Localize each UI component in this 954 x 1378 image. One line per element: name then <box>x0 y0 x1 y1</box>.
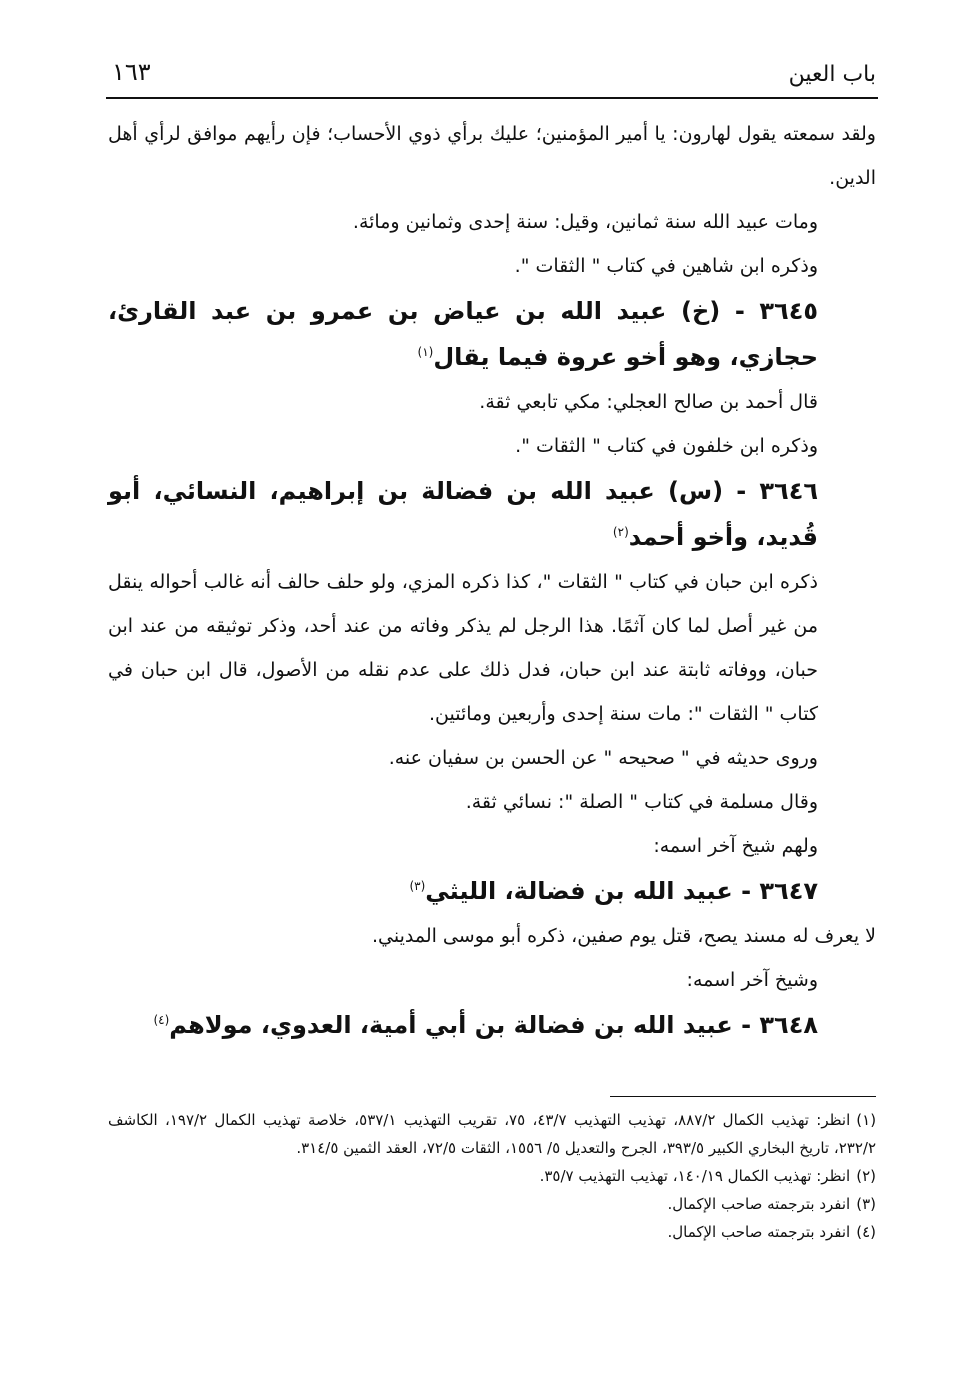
footnote-ref: (٣) <box>409 879 426 893</box>
footnote-text: انفرد بترجمته صاحب الإكمال. <box>667 1223 851 1241</box>
paragraph: لا يعرف له مسند يصح، قتل يوم صفين، ذكره أبو موسى المديني. <box>371 925 876 947</box>
page-header <box>106 54 876 98</box>
paragraph: وقال مسلمة في كتاب " الصلة ": نسائي ثقة. <box>465 791 818 813</box>
footnote-ref: (١) <box>417 345 434 359</box>
page-number: ١٦٣ <box>112 58 151 86</box>
header-rule <box>106 97 878 99</box>
footnote-text: انظر: تهذيب الكمال ١٤٠/١٩، تهذيب التهذيب ٣٥/٧. <box>539 1167 851 1185</box>
chapter-title: باب العين <box>788 62 876 87</box>
footnote-text: انظر: تهذيب الكمال ٨٨٧/٢، تهذيب التهذيب ٤٣/٧، ٧٥، تقريب التهذيب ٥٣٧/١، خلاصة تهذيب الكمال ١٩٧/٢، الكاشف ٢٣٢/٢، تاريخ البخاري الكبير ٣٩٣/٥، الجرح والتعديل ٥/ ١٥٥٦، الثقات ٧٢/٥، العقد الثمين ٣١٤/٥. <box>108 1111 876 1157</box>
entry-heading-3648 <box>108 1002 876 1048</box>
paragraph: ذكره ابن حبان في كتاب " الثقات "، كذا ذكره المزي، ولو حلف حالف أنه غالب أحواله ينقل من غير أصل لما كان آثمًا. هذا الرجل لم يذكر وفاته من عند أحد، وذكر توثيقه من عند ابن حبان، ووفاته ثابتة عند ابن حبان، فدل ذلك على عدم نقله من الأصول، قال ابن حبان في كتاب " الثقات ": مات سنة إحدى وأربعين ومائتين. <box>108 571 818 725</box>
paragraph: وروى حديثه في " صحيحه " عن الحسن بن سفيان عنه. <box>388 747 818 769</box>
paragraph: قال أحمد بن صالح العجلي: مكي تابعي ثقة. <box>479 391 818 413</box>
paragraph: وشيخ آخر اسمه: <box>686 969 818 991</box>
footnotes <box>108 1106 876 1246</box>
footnote-number: (١) <box>856 1111 877 1129</box>
footnote <box>108 1162 876 1190</box>
paragraph: ومات عبيد الله سنة ثمانين، وقيل: سنة إحدى وثمانين ومائة. <box>352 211 818 233</box>
entry-heading-text: ٣٦٤٦ - (س) عبيد الله بن فضالة بن إبراهيم، النسائي، أبو قُديد، وأخو أحمد <box>108 477 818 551</box>
entry-heading-text: ٣٦٤٨ - عبيد الله بن فضالة بن أبي أمية، العدوي، مولاهم <box>169 1011 818 1039</box>
footnote-number: (٢) <box>856 1167 876 1185</box>
entry-heading-text: ٣٦٤٥ - (خ) عبيد الله بن عياض بن عمرو بن عبد القارئ، حجازي، وهو أخو عروة فيما يقال <box>108 297 818 371</box>
paragraph: وذكره ابن خلفون في كتاب " الثقات ". <box>515 435 818 457</box>
entry-heading-3647 <box>108 868 876 914</box>
entry-heading-3646 <box>108 468 876 560</box>
footnote-text: انفرد بترجمته صاحب الإكمال. <box>667 1195 851 1213</box>
footnote-ref: (٢) <box>612 525 629 539</box>
footnote <box>108 1218 876 1246</box>
footnote-ref: (٤) <box>153 1013 170 1027</box>
main-text <box>108 112 876 1048</box>
paragraph: وذكره ابن شاهين في كتاب " الثقات ". <box>514 255 818 277</box>
footnote <box>108 1106 876 1162</box>
entry-heading-3645 <box>108 288 876 380</box>
footnote <box>108 1190 876 1218</box>
entry-heading-text: ٣٦٤٧ - عبيد الله بن فضالة، الليثي <box>425 877 818 905</box>
paragraph: ولقد سمعته يقول لهارون: يا أمير المؤمنين؛ عليك برأي ذوي الأحساب؛ فإن رأيهم موافق لرأي أهل الدين. <box>108 123 876 189</box>
footnote-separator <box>610 1096 876 1097</box>
footnote-number: (٤) <box>856 1223 876 1241</box>
paragraph: ولهم شيخ آخر اسمه: <box>653 835 818 857</box>
footnote-number: (٣) <box>856 1195 876 1213</box>
